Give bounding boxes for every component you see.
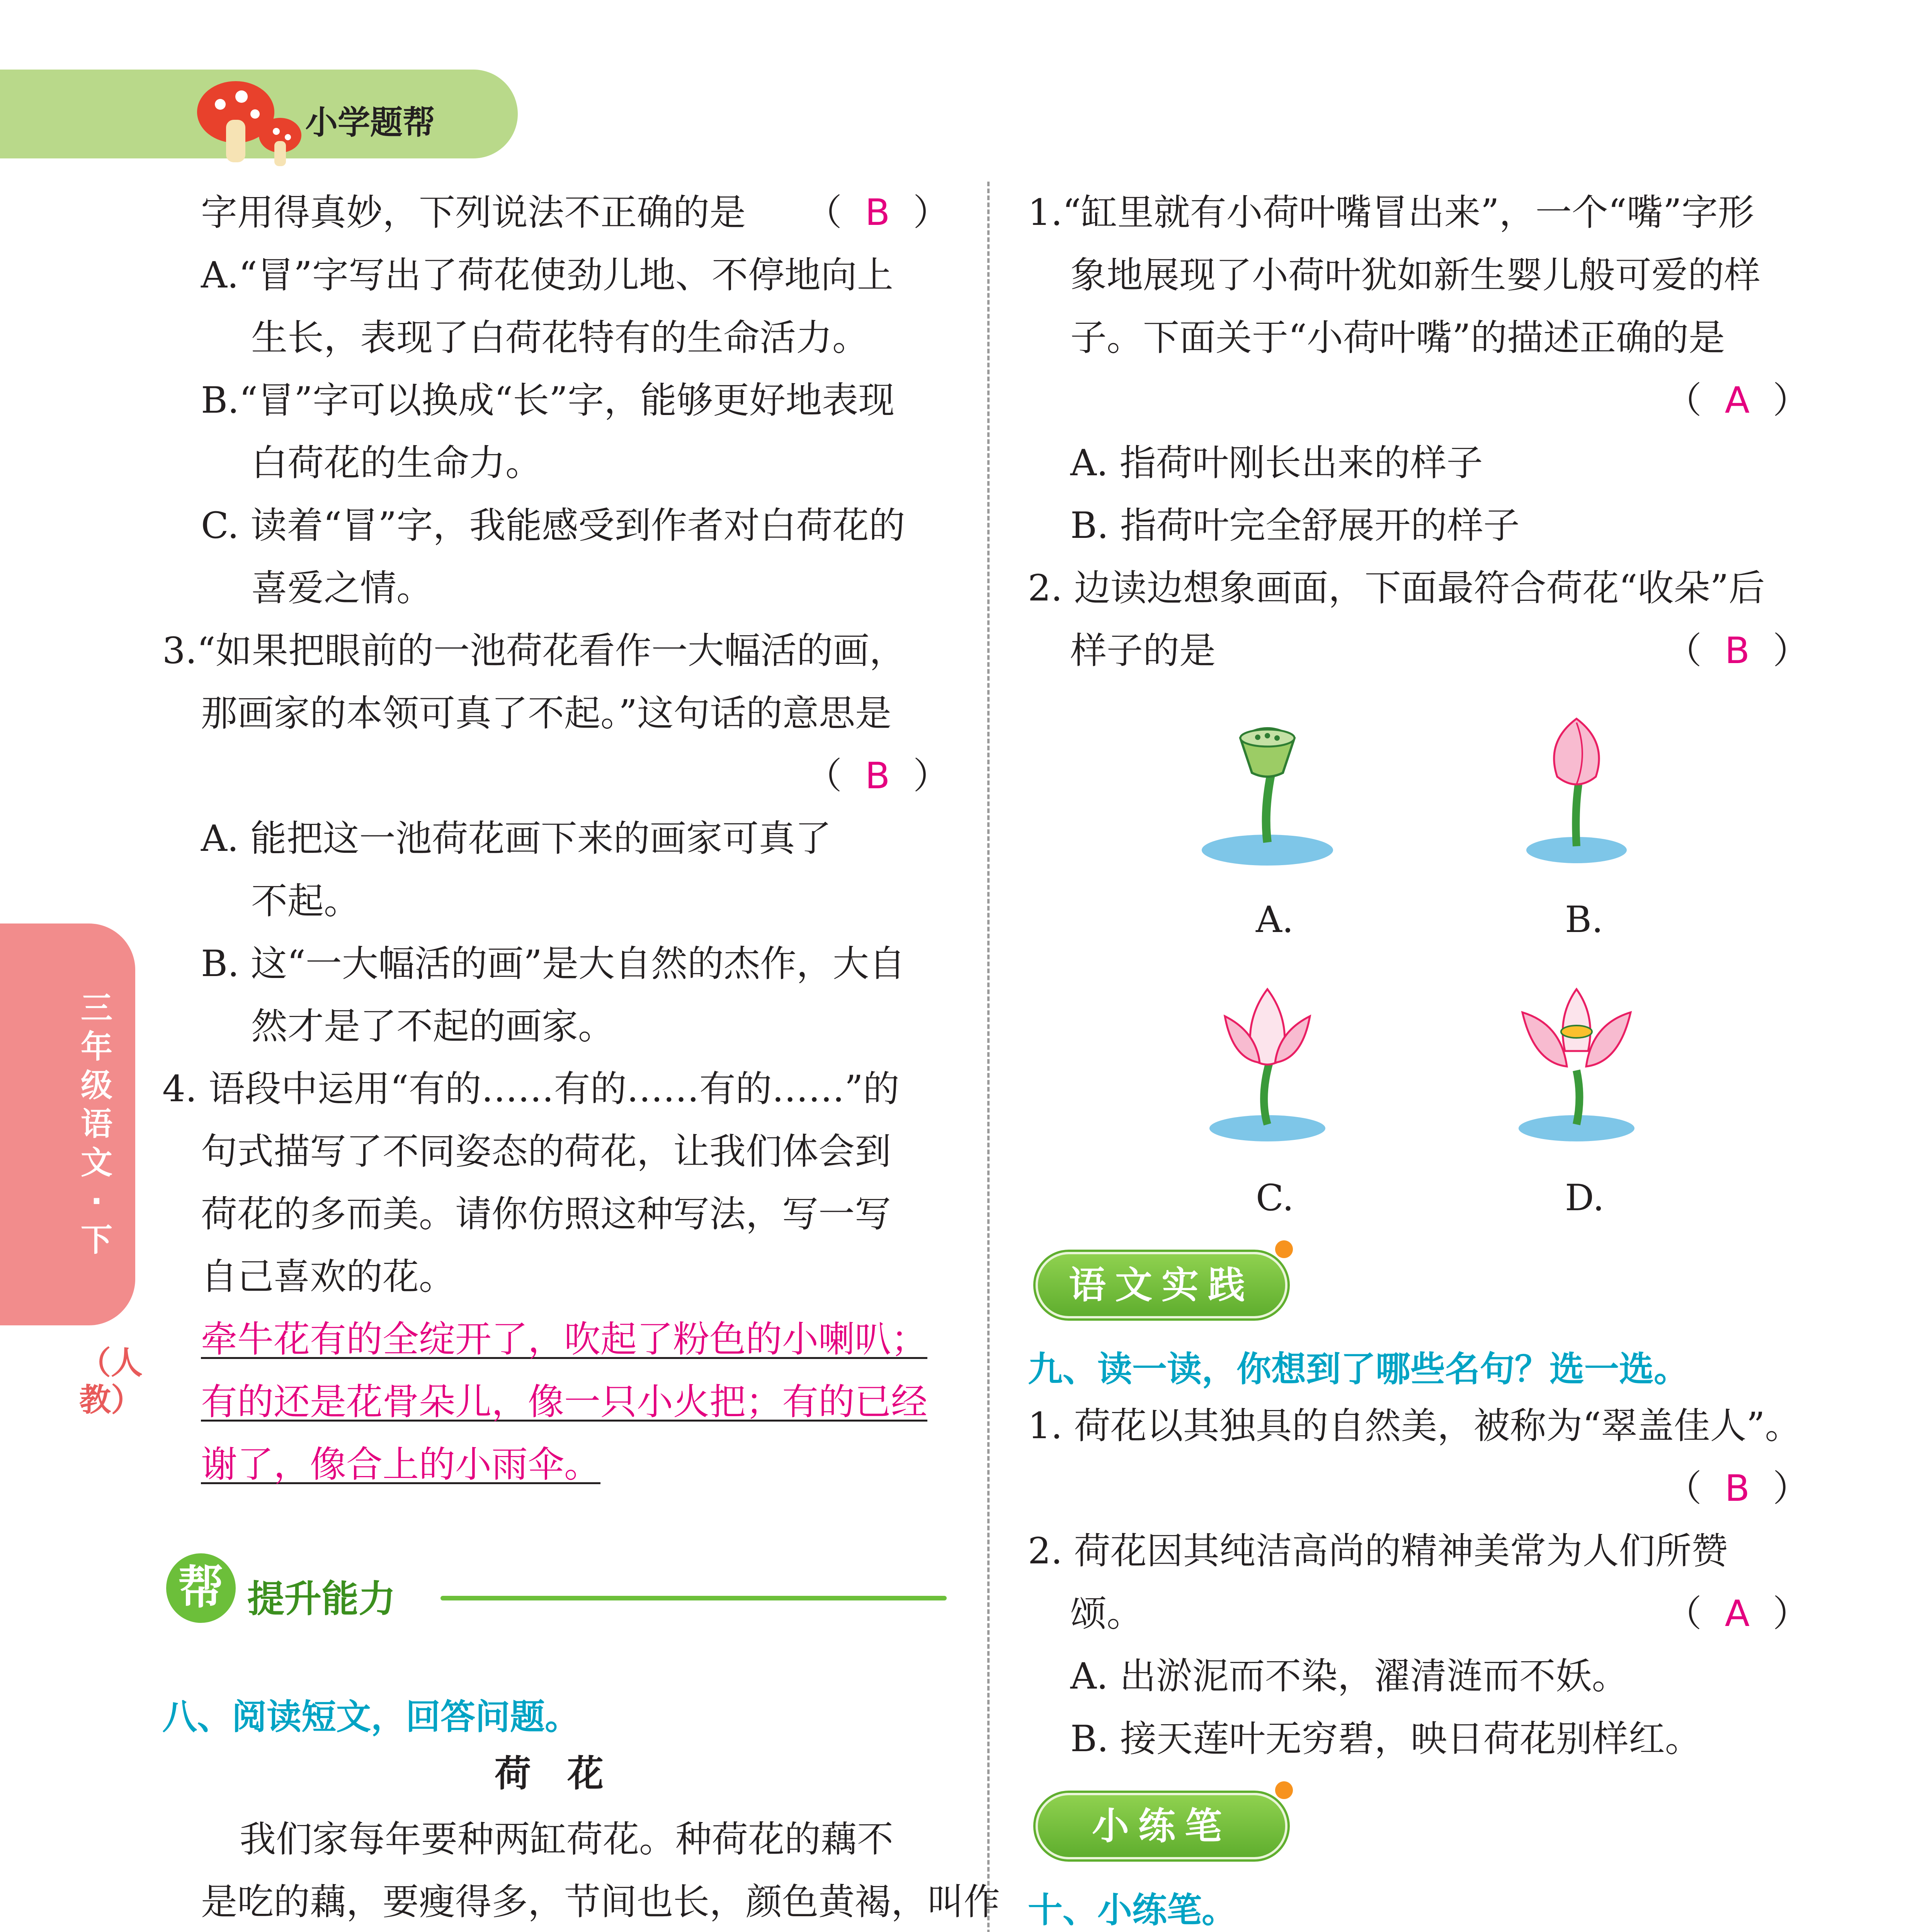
q4-stem: 4. 语段中运用“有的……有的……有的……”的 [162, 1068, 900, 1110]
grade-label: 三年级语文·下 [80, 990, 112, 1259]
q3-answer-bracket: （ B ） [806, 755, 950, 797]
q9-heading: 九、读一读，你想到了哪些名句？选一选。 [1028, 1349, 1689, 1389]
r1-stem: 1.“缸里就有小荷叶嘴冒出来”，一个“嘴”字形 [1028, 192, 1754, 234]
q2-option-a-cont: 生长，表现了白荷花特有的生命活力。 [251, 317, 869, 359]
image-label-c: C. [1256, 1177, 1294, 1219]
q2-option-b: B.“冒”字可以换成“长”字，能够更好地表现 [201, 379, 895, 422]
section-pill-practice: 语文实践 [1036, 1252, 1287, 1318]
q3-option-b: B. 这“一大幅活的画”是大自然的杰作，大自 [201, 943, 905, 985]
q4-answer-text1: 牵牛花有的全绽开了，吹起了粉色的小喇叭； [201, 1318, 928, 1361]
mushroom-icon [193, 73, 309, 170]
q3-stem-cont: 那画家的本领可真了不起。”这句话的意思是 [201, 692, 892, 735]
r2-stem-line2: 样子的是 [1070, 630, 1216, 672]
image-label-d: D. [1565, 1177, 1604, 1219]
r1-option-b: B. 指荷叶完全舒展开的样子 [1070, 505, 1520, 547]
column-divider [987, 182, 990, 1932]
q4-answer-line1 [201, 1308, 927, 1371]
r2-answer-bracket: （ B ） [1665, 630, 1810, 672]
q2-answer: B [865, 192, 890, 234]
r1-stem-line2: 象地展现了小荷叶犹如新生婴儿般可爱的样 [1070, 254, 1761, 296]
lotus-open-icon [1190, 974, 1345, 1151]
q9-item-2-answer: A [1725, 1593, 1750, 1635]
q9-item-2-cont: 颂。 [1070, 1593, 1143, 1635]
q9-item-2: 2. 荷花因其纯洁高尚的精神美常为人们所赞 [1028, 1530, 1728, 1572]
brand-title: 小学题帮 [305, 104, 435, 141]
q3-option-a: A. 能把这一池荷花画下来的画家可真了 [201, 818, 832, 860]
r1-stem-line3: 子。下面关于“小荷叶嘴”的描述正确的是 [1070, 317, 1725, 359]
q3-option-a-cont: 不起。 [251, 880, 361, 922]
passage-line: 我们家每年要种两缸荷花。种荷花的藕不 [240, 1818, 894, 1861]
q3-option-b-cont: 然才是了不起的画家。 [251, 1005, 615, 1048]
q4-answer-line3 [201, 1434, 600, 1496]
q9-item-2-answer-bracket: （ A ） [1665, 1593, 1809, 1635]
q3-answer: B [865, 755, 890, 797]
passage-title: 荷 花 [495, 1753, 604, 1795]
lotus-bud-icon [1499, 696, 1654, 873]
q3-stem: 3.“如果把眼前的一池荷花看作一大幅活的画， [162, 630, 906, 672]
section-rule [440, 1596, 947, 1600]
image-label-a: A. [1256, 899, 1294, 941]
r2-answer: B [1725, 630, 1750, 672]
q10-heading: 十、小练笔。 [1028, 1890, 1236, 1930]
edition-label: （人教） [79, 1345, 143, 1418]
q4-answer-text2: 有的还是花骨朵儿，像一只小火把；有的已经 [201, 1381, 928, 1423]
lotus-seedpod-icon [1190, 696, 1345, 873]
q4-stem-line3: 荷花的多而美。请你仿照这种写法，写一写 [201, 1193, 891, 1235]
q4-answer-text3: 谢了，像合上的小雨伞。 [201, 1444, 601, 1486]
q2-stem: 字用得真妙，下列说法不正确的是 [201, 192, 746, 234]
q2-answer-bracket: （ B ） [806, 192, 950, 234]
r1-answer-bracket: （ A ） [1665, 379, 1809, 422]
q9-option-b: B. 接天莲叶无穷碧，映日荷花别样红。 [1070, 1718, 1701, 1760]
q8-heading: 八、阅读短文，回答问题。 [162, 1697, 580, 1737]
pill-dot-decoration [1275, 1240, 1293, 1258]
r1-answer: A [1725, 379, 1750, 422]
q2-option-a: A.“冒”字写出了荷花使劲儿地、不停地向上 [201, 254, 893, 296]
passage-line: 是吃的藕，要瘦得多，节间也长，颜色黄褐，叫作 [201, 1881, 1000, 1923]
r1-option-a: A. 指荷叶刚长出来的样子 [1070, 442, 1483, 484]
lotus-full-bloom-icon [1499, 974, 1654, 1151]
section-title: 提升能力 [247, 1577, 396, 1621]
q2-option-c: C. 读着“冒”字，我能感受到作者对白荷花的 [201, 505, 905, 547]
q9-item-1-answer: B [1725, 1468, 1750, 1510]
q9-item-1: 1. 荷花以其独具的自然美，被称为“翠盖佳人”。 [1028, 1405, 1801, 1447]
section-pill-writing: 小练笔 [1036, 1793, 1287, 1859]
section-bang-badge: 帮 [166, 1553, 236, 1623]
r2-stem: 2. 边读边想象画面，下面最符合荷花“收朵”后 [1028, 567, 1765, 609]
image-label-b: B. [1565, 899, 1603, 941]
pill-dot-decoration [1275, 1781, 1293, 1799]
grade-side-tab [0, 923, 135, 1325]
q2-option-c-cont: 喜爱之情。 [251, 567, 433, 609]
q4-stem-line4: 自己喜欢的花。 [201, 1256, 456, 1298]
q9-option-a: A. 出淤泥而不染，濯清涟而不妖。 [1070, 1655, 1628, 1697]
q9-item-1-answer-bracket: （ B ） [1665, 1468, 1810, 1510]
q4-stem-line2: 句式描写了不同姿态的荷花，让我们体会到 [201, 1131, 891, 1173]
q4-answer-line2 [201, 1371, 927, 1434]
q2-option-b-cont: 白荷花的生命力。 [251, 442, 542, 484]
